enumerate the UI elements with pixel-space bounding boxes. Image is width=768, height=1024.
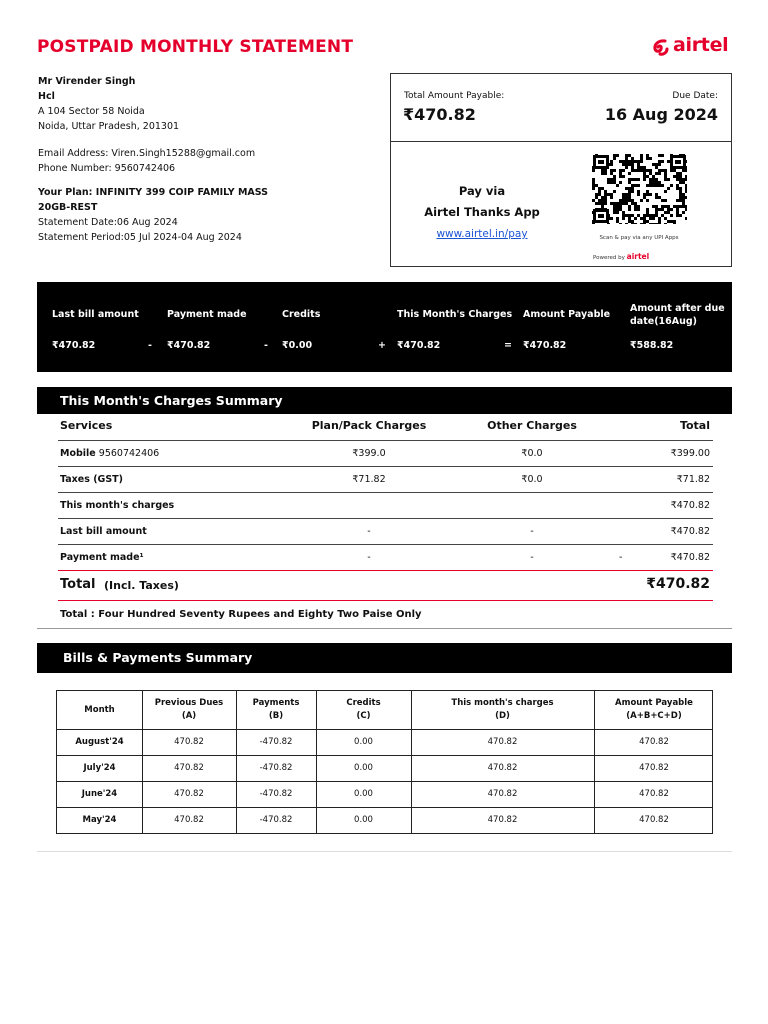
bills-table	[56, 690, 713, 834]
bills-chg: 470.82	[487, 815, 518, 825]
phone-number: Phone Number: 9560742406	[38, 163, 176, 174]
qr-caption: Scan & pay via any UPI Apps	[599, 235, 679, 241]
bills-cred: 0.00	[354, 763, 373, 773]
mobile-other-charge: ₹0.0	[521, 448, 543, 459]
plan-name-cont: 20GB-REST	[38, 202, 98, 213]
amount-payable-label: Amount Payable	[523, 309, 611, 320]
last-bill-row-total: ₹470.82	[670, 526, 710, 537]
statement-period: Statement Period:05 Jul 2024-04 Aug 2024	[38, 232, 242, 243]
table-row	[58, 545, 713, 571]
bills-cred: 0.00	[354, 815, 373, 825]
bills-pay: -470.82	[259, 737, 293, 747]
bills-chg: 470.82	[487, 737, 518, 747]
powered-by	[593, 252, 649, 261]
last-bill-row-plan: -	[367, 526, 371, 537]
credits-label: Credits	[282, 309, 321, 320]
bills-col-prev-line1: Previous Dues	[154, 698, 224, 708]
after-due-value: ₹588.82	[630, 340, 674, 351]
statement-title: POSTPAID MONTHLY STATEMENT	[37, 37, 354, 57]
pay-link[interactable]: www.airtel.in/pay	[436, 228, 528, 240]
due-date-label: Due Date:	[672, 91, 718, 101]
mobile-label: Mobile	[60, 448, 96, 459]
taxes-plan-charge: ₹71.82	[352, 474, 386, 485]
service-mobile	[60, 448, 159, 459]
amount-in-words-row	[58, 601, 713, 629]
pay-via-text: Pay via	[458, 184, 506, 198]
bills-prev: 470.82	[174, 763, 204, 773]
customer-info	[38, 74, 268, 245]
col-services: Services	[60, 419, 113, 432]
airtel-swirl-icon	[651, 38, 671, 58]
grand-total-sub: (Incl. Taxes)	[104, 579, 179, 592]
bills-col-chg-line1: This month's charges	[451, 698, 554, 708]
bills-col-pay-line1: Payments	[252, 698, 300, 708]
bills-col-amt-line2: (A+B+C+D)	[626, 711, 682, 721]
total-payable-label: Total Amount Payable:	[404, 91, 505, 101]
customer-name: Mr Virender Singh	[38, 76, 136, 87]
last-bill-row-label: Last bill amount	[60, 526, 147, 537]
grand-total-label: Total	[60, 577, 96, 592]
payment-made-value: ₹470.82	[167, 340, 211, 351]
bill-summary-band	[37, 282, 732, 372]
mobile-total: ₹399.00	[670, 448, 710, 459]
app-name: Airtel Thanks App	[424, 205, 540, 219]
mobile-plan-charge: ₹399.0	[352, 448, 386, 459]
minus-operator: -	[148, 340, 152, 351]
bills-col-pay-line2: (B)	[268, 711, 284, 721]
table-row	[58, 493, 713, 519]
bills-pay: -470.82	[259, 815, 293, 825]
bills-cred: 0.00	[354, 789, 373, 799]
divider	[37, 628, 732, 629]
bills-col-chg-line2: (D)	[495, 711, 510, 721]
mobile-number: 9560742406	[98, 448, 160, 459]
amount-due-panel	[391, 74, 731, 142]
bills-col-amount-payable	[594, 697, 714, 723]
after-due-label	[630, 302, 730, 328]
bills-month: August'24	[75, 737, 124, 747]
bills-amt: 470.82	[639, 815, 669, 825]
email-address: Email Address: Viren.Singh15288@gmail.com	[38, 148, 256, 159]
bills-cred: 0.00	[354, 737, 373, 747]
grand-total-row	[58, 571, 713, 601]
powered-by-label: Powered by	[593, 255, 625, 261]
table-row	[57, 807, 712, 833]
due-date-value: 16 Aug 2024	[604, 105, 718, 124]
col-plan-charges: Plan/Pack Charges	[311, 419, 427, 432]
bills-col-previous-dues	[142, 697, 236, 723]
table-row	[58, 519, 713, 545]
taxes-label: Taxes (GST)	[60, 474, 124, 485]
month-charges-row-label: This month's charges	[60, 500, 175, 511]
bills-amt: 470.82	[639, 737, 669, 747]
bills-month: May'24	[82, 815, 117, 825]
bills-col-month: Month	[84, 705, 115, 715]
bills-prev: 470.82	[174, 815, 204, 825]
payment-made-row-plan: -	[367, 552, 371, 563]
total-payable-value: ₹470.82	[403, 105, 476, 124]
payment-made-label: Payment made	[167, 309, 247, 320]
bills-col-cred-line1: Credits	[346, 698, 381, 708]
bills-month: June'24	[81, 789, 118, 799]
plus-operator: +	[378, 340, 386, 351]
last-bill-value: ₹470.82	[52, 340, 96, 351]
month-charges-row-total: ₹470.82	[670, 500, 710, 511]
table-row	[57, 729, 712, 755]
bills-pay: -470.82	[259, 763, 293, 773]
powered-by-brand: airtel	[626, 252, 650, 261]
bills-pay: -470.82	[259, 789, 293, 799]
bills-chg: 470.82	[487, 763, 518, 773]
bills-amt: 470.82	[639, 763, 669, 773]
statement-date: Statement Date:06 Aug 2024	[38, 217, 178, 228]
brand-name: airtel	[673, 34, 729, 56]
equals-operator: =	[504, 340, 512, 351]
taxes-other-charge: ₹0.0	[521, 474, 543, 485]
table-row	[58, 441, 713, 467]
bills-summary-heading: Bills & Payments Summary	[37, 643, 732, 673]
credits-value: ₹0.00	[282, 340, 313, 351]
charges-table-header	[58, 414, 713, 441]
payment-made-row-label: Payment made¹	[60, 552, 144, 563]
table-row	[57, 781, 712, 807]
taxes-total: ₹71.82	[676, 474, 710, 485]
divider	[37, 851, 732, 852]
bills-col-month-charges	[411, 697, 594, 723]
table-row	[58, 467, 713, 493]
bills-col-payments	[236, 697, 316, 723]
payment-box	[390, 73, 732, 267]
bills-amt: 470.82	[639, 789, 669, 799]
bills-col-credits	[316, 697, 411, 723]
bills-col-cred-line2: (C)	[356, 711, 371, 721]
month-charges-label: This Month's Charges	[397, 309, 513, 320]
address-line-2: Noida, Uttar Pradesh, 201301	[38, 121, 180, 132]
after-due-label-line2: date(16Aug)	[630, 316, 698, 327]
amount-payable-value: ₹470.82	[523, 340, 567, 351]
bills-chg: 470.82	[487, 789, 518, 799]
customer-company: Hcl	[38, 91, 55, 102]
last-bill-row-other: -	[530, 526, 534, 537]
bills-prev: 470.82	[174, 789, 204, 799]
col-other-charges: Other Charges	[487, 419, 577, 432]
address-line-1: A 104 Sector 58 Noida	[38, 106, 145, 117]
qr-code-icon[interactable]	[592, 154, 687, 224]
month-charges-value: ₹470.82	[397, 340, 441, 351]
minus-operator-2: -	[264, 340, 268, 351]
payment-made-row-sign: -	[619, 552, 623, 563]
bills-col-amt-line1: Amount Payable	[615, 698, 693, 708]
payment-made-row-total: ₹470.82	[670, 552, 710, 563]
after-due-label-line1: Amount after due	[630, 303, 725, 314]
airtel-logo	[651, 36, 735, 58]
plan-name: Your Plan: INFINITY 399 COIP FAMILY MASS	[38, 187, 269, 198]
payment-made-row-other: -	[530, 552, 534, 563]
pay-via-panel	[391, 181, 573, 245]
bills-prev: 470.82	[174, 737, 204, 747]
amount-in-words: Total : Four Hundred Seventy Rupees and Eighty Two Paise Only	[60, 609, 422, 620]
charges-summary-heading: This Month's Charges Summary	[37, 387, 732, 414]
table-row	[57, 755, 712, 781]
grand-total-value: ₹470.82	[646, 576, 710, 592]
last-bill-label: Last bill amount	[52, 309, 139, 320]
bills-col-prev-line2: (A)	[181, 711, 197, 721]
bills-month: July'24	[83, 763, 116, 773]
col-total: Total	[679, 419, 710, 432]
